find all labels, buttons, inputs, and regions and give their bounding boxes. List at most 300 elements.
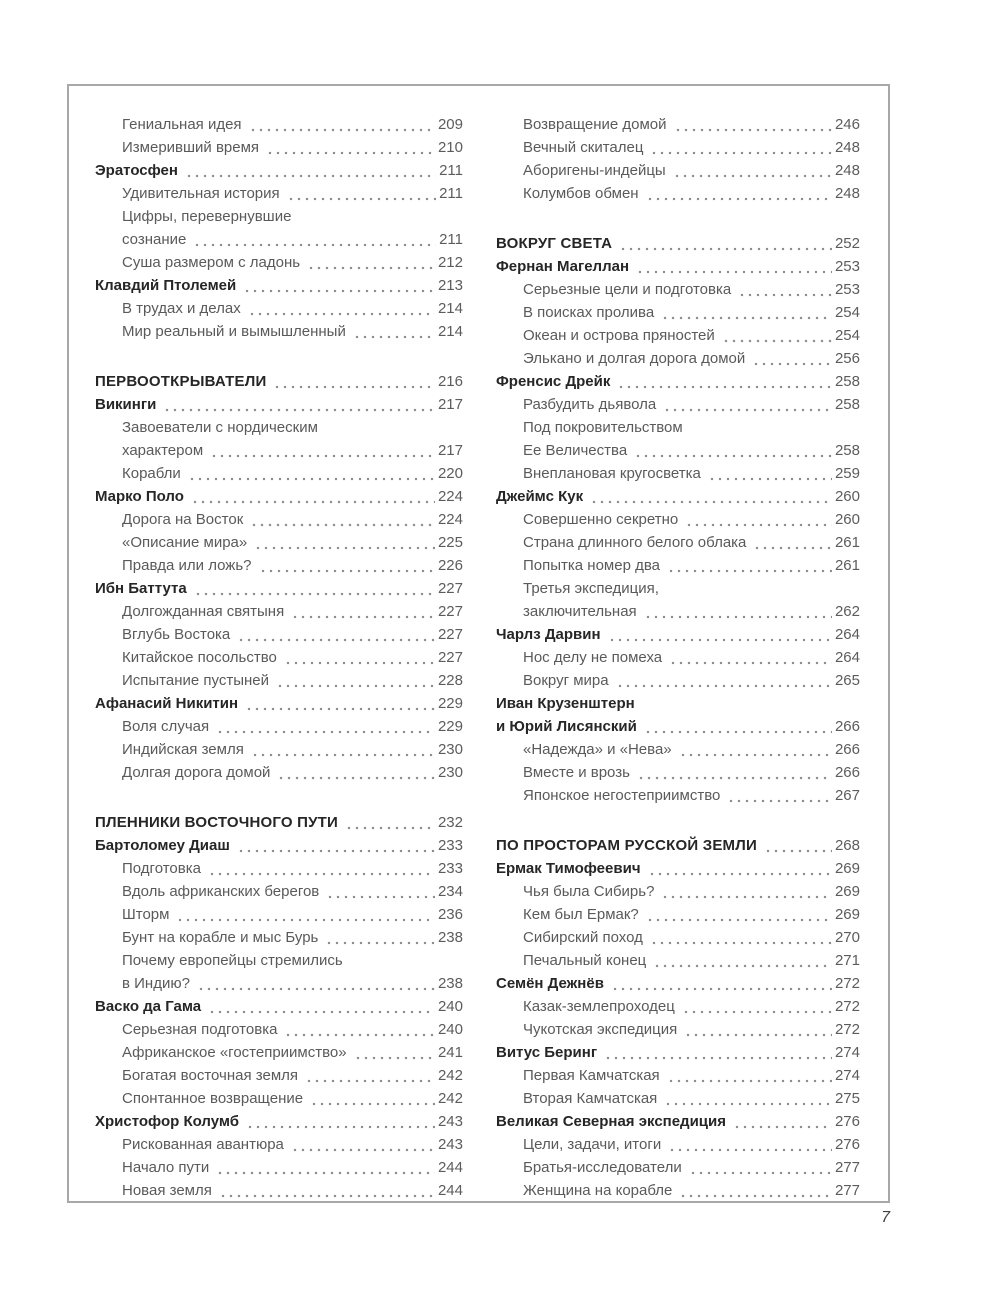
toc-entry-label: Чья была Сибирь? xyxy=(523,883,655,900)
dot-leader xyxy=(174,903,435,926)
toc-entry-label: Страна длинного белого облака xyxy=(523,534,747,551)
toc-entry-label: Почему европейцы стремились xyxy=(122,952,343,969)
dot-leader xyxy=(677,1179,832,1202)
dot-leader xyxy=(214,1156,435,1179)
dot-leader xyxy=(720,324,832,347)
dot-leader xyxy=(214,715,435,738)
dot-leader xyxy=(751,531,832,554)
toc-entry xyxy=(496,113,860,136)
toc-entry-page: 267 xyxy=(834,787,860,804)
toc-entry-page: 226 xyxy=(437,557,463,574)
dot-leader xyxy=(725,784,832,807)
toc-entry xyxy=(496,972,860,995)
toc-entry xyxy=(496,623,860,646)
toc-entry xyxy=(95,1087,463,1110)
toc-entry xyxy=(95,715,463,738)
toc-entry xyxy=(95,903,463,926)
toc-entry-page: 269 xyxy=(834,906,860,923)
toc-entry-page: 220 xyxy=(437,465,463,482)
dot-leader xyxy=(323,926,435,949)
toc-entry xyxy=(95,370,463,393)
toc-entry-page: 214 xyxy=(437,300,463,317)
toc-entry xyxy=(496,1018,860,1041)
toc-entry xyxy=(95,320,463,343)
toc-entry xyxy=(496,554,860,577)
toc-entry-label: Вторая Камчатская xyxy=(523,1090,658,1107)
toc-entry-page: 242 xyxy=(437,1067,463,1084)
toc-entry-label: Ее Величества xyxy=(523,442,628,459)
toc-entry-page: 244 xyxy=(437,1182,463,1199)
dot-leader xyxy=(343,811,435,834)
dot-leader xyxy=(665,554,832,577)
dot-leader xyxy=(662,1087,832,1110)
toc-entry-label: Первая Камчатская xyxy=(523,1067,660,1084)
toc-entry-page: 276 xyxy=(834,1113,860,1130)
dot-leader xyxy=(632,439,832,462)
toc-entry-page: 272 xyxy=(834,975,860,992)
toc-entry-page: 217 xyxy=(437,442,463,459)
dot-leader xyxy=(706,462,832,485)
toc-entry-page: 243 xyxy=(437,1136,463,1153)
toc-entry-page: 262 xyxy=(834,603,860,620)
toc-entry-page: 277 xyxy=(834,1159,860,1176)
dot-leader xyxy=(305,251,435,274)
toc-entry xyxy=(496,301,860,324)
toc-entry-page: 256 xyxy=(834,350,860,367)
toc-entry-label: Долгожданная святыня xyxy=(122,603,285,620)
toc-entry xyxy=(496,255,860,278)
dot-leader xyxy=(264,136,435,159)
dot-leader xyxy=(289,1133,435,1156)
dot-leader xyxy=(351,320,435,343)
toc-entry xyxy=(95,1179,463,1202)
toc-entry-label: Серьезные цели и подготовка xyxy=(523,281,732,298)
dot-leader xyxy=(275,761,435,784)
toc-entry xyxy=(496,1133,860,1156)
toc-entry-label: Эратосфен xyxy=(95,162,178,179)
toc-entry-page: 270 xyxy=(834,929,860,946)
toc-entry xyxy=(95,485,463,508)
toc-entry xyxy=(95,136,463,159)
toc-entry xyxy=(95,393,463,416)
toc-entry-label: Шторм xyxy=(122,906,170,923)
toc-entry-label: Клавдий Птолемей xyxy=(95,277,237,294)
toc-entry-page: 272 xyxy=(834,1021,860,1038)
toc-entry xyxy=(496,600,860,623)
dot-leader xyxy=(661,393,832,416)
dot-leader xyxy=(191,228,436,251)
toc-entry xyxy=(496,439,860,462)
dot-leader xyxy=(186,462,435,485)
toc-entry-label: Печальный конец xyxy=(523,952,647,969)
toc-entry-label: Чукотская экспедиция xyxy=(523,1021,678,1038)
toc-entry-page: 254 xyxy=(834,304,860,321)
toc-entry-label: ВОКРУГ СВЕТА xyxy=(496,235,613,252)
toc-entry-label: Гениальная идея xyxy=(122,116,242,133)
dot-leader xyxy=(602,1041,832,1064)
toc-entry xyxy=(95,1156,463,1179)
toc-entry-label: Воля случая xyxy=(122,718,210,735)
toc-entry-page: 260 xyxy=(834,488,860,505)
toc-entry-label: Возвращение домой xyxy=(523,116,667,133)
toc-entry xyxy=(496,903,860,926)
toc-entry-label: Чарлз Дарвин xyxy=(496,626,601,643)
toc-entry-page: 266 xyxy=(834,718,860,735)
dot-leader xyxy=(324,880,435,903)
dot-leader xyxy=(247,113,435,136)
toc-entry-label: Вглубь Востока xyxy=(122,626,231,643)
toc-entry xyxy=(496,531,860,554)
toc-entry-label: «Надежда» и «Нева» xyxy=(523,741,672,758)
toc-entry-label: в Индию? xyxy=(122,975,190,992)
toc-entry-label: «Описание мира» xyxy=(122,534,248,551)
toc-entry xyxy=(496,462,860,485)
toc-entry-label: Правда или ложь? xyxy=(122,557,252,574)
toc-entry-page: 269 xyxy=(834,860,860,877)
toc-entry-page: 274 xyxy=(834,1067,860,1084)
toc-entry-label: Бартоломеу Диаш xyxy=(95,837,230,854)
dot-leader xyxy=(285,182,436,205)
toc-entry-label: сознание xyxy=(122,231,187,248)
dot-leader xyxy=(614,669,832,692)
toc-entry-page: 252 xyxy=(834,235,860,252)
toc-entry-page: 258 xyxy=(834,396,860,413)
dot-leader xyxy=(246,297,435,320)
dot-leader xyxy=(644,182,832,205)
dot-leader xyxy=(244,1110,435,1133)
toc-entry-page: 264 xyxy=(834,626,860,643)
toc-entry xyxy=(95,416,463,439)
toc-column-right xyxy=(496,113,860,1202)
toc-entry-label: характером xyxy=(122,442,204,459)
dot-leader xyxy=(672,113,832,136)
toc-entry-page: 276 xyxy=(834,1136,860,1153)
toc-entry-label: ПЛЕННИКИ ВОСТОЧНОГО ПУТИ xyxy=(95,814,338,831)
toc-entry-label: Долгая дорога домой xyxy=(122,764,271,781)
toc-entry-page: 266 xyxy=(834,741,860,758)
dot-leader xyxy=(687,1156,832,1179)
toc-entry xyxy=(496,577,860,600)
toc-entry xyxy=(95,182,463,205)
toc-entry-label: Великая Северная экспедиция xyxy=(496,1113,726,1130)
toc-entry xyxy=(95,554,463,577)
toc-entry-page: 209 xyxy=(437,116,463,133)
dot-leader xyxy=(183,159,436,182)
toc-entry xyxy=(496,995,860,1018)
toc-entry-label: Спонтанное возвращение xyxy=(122,1090,304,1107)
toc-entry-page: 246 xyxy=(834,116,860,133)
toc-entry-label: Бунт на корабле и мыс Бурь xyxy=(122,929,319,946)
toc-entry xyxy=(496,669,860,692)
toc-entry xyxy=(496,761,860,784)
toc-entry-page: 274 xyxy=(834,1044,860,1061)
toc-entry xyxy=(95,228,463,251)
toc-entry-label: Попытка номер два xyxy=(523,557,660,574)
toc-entry xyxy=(496,136,860,159)
toc-entry xyxy=(496,485,860,508)
dot-leader xyxy=(217,1179,435,1202)
toc-entry-page: 228 xyxy=(437,672,463,689)
dot-leader xyxy=(750,347,832,370)
toc-entry-page: 211 xyxy=(439,185,463,202)
toc-entry xyxy=(95,439,463,462)
dot-leader xyxy=(274,669,435,692)
toc-entry-label: Джеймс Кук xyxy=(496,488,584,505)
toc-entry-label: Витус Беринг xyxy=(496,1044,598,1061)
toc-entry-label: Ермак Тимофеевич xyxy=(496,860,641,877)
toc-entry-label: Удивительная история xyxy=(122,185,280,202)
dot-leader xyxy=(588,485,832,508)
toc-entry-label: Семён Дежнёв xyxy=(496,975,604,992)
toc-entry xyxy=(95,508,463,531)
toc-entry-label: Японское негостеприимство xyxy=(523,787,721,804)
dot-leader xyxy=(282,646,435,669)
dot-leader xyxy=(648,926,832,949)
dot-leader xyxy=(235,834,435,857)
toc-entry-label: Китайское посольство xyxy=(122,649,277,666)
toc-entry xyxy=(496,232,860,255)
dot-leader xyxy=(617,232,832,255)
toc-entry-page: 244 xyxy=(437,1159,463,1176)
toc-entry xyxy=(95,297,463,320)
toc-entry-label: Начало пути xyxy=(122,1159,210,1176)
toc-entry xyxy=(496,1156,860,1179)
dot-leader xyxy=(241,274,435,297)
dot-leader xyxy=(609,972,832,995)
toc-entry-label: Аборигены-индейцы xyxy=(523,162,666,179)
toc-entry-page: 264 xyxy=(834,649,860,666)
toc-entry-page: 236 xyxy=(437,906,463,923)
toc-entry-page: 248 xyxy=(834,185,860,202)
toc-entry xyxy=(496,692,860,715)
dot-leader xyxy=(648,136,832,159)
toc-entry-page: 234 xyxy=(437,883,463,900)
dot-leader xyxy=(308,1087,435,1110)
toc-entry-page: 211 xyxy=(439,231,463,248)
toc-entry xyxy=(496,1179,860,1202)
dot-leader xyxy=(615,370,832,393)
toc-entry-label: и Юрий Лисянский xyxy=(496,718,637,735)
toc-entry-label: Френсис Дрейк xyxy=(496,373,611,390)
toc-entry xyxy=(496,1064,860,1087)
dot-leader xyxy=(682,1018,832,1041)
toc-entry-page: 227 xyxy=(437,580,463,597)
toc-entry-label: Под покровительством xyxy=(523,419,683,436)
toc-entry xyxy=(496,347,860,370)
toc-entry-label: Вечный скиталец xyxy=(523,139,644,156)
toc-entry-page: 233 xyxy=(437,837,463,854)
toc-entry xyxy=(95,1064,463,1087)
dot-leader xyxy=(731,1110,832,1133)
toc-entry-label: Афанасий Никитин xyxy=(95,695,239,712)
toc-entry-page: 238 xyxy=(437,975,463,992)
toc-entry-page: 253 xyxy=(834,258,860,275)
dot-leader xyxy=(659,880,832,903)
toc-entry-page: 268 xyxy=(834,837,860,854)
dot-leader xyxy=(208,439,435,462)
dot-leader xyxy=(671,159,832,182)
toc-entry xyxy=(95,1041,463,1064)
dot-leader xyxy=(677,738,832,761)
dot-leader xyxy=(644,903,832,926)
toc-entry-label: Вокруг мира xyxy=(523,672,609,689)
toc-entry-page: 224 xyxy=(437,511,463,528)
toc-entry-page: 271 xyxy=(834,952,860,969)
toc-entry-page: 210 xyxy=(437,139,463,156)
toc-entry-page: 258 xyxy=(834,442,860,459)
dot-leader xyxy=(271,370,435,393)
dot-leader xyxy=(634,255,832,278)
toc-entry xyxy=(496,393,860,416)
toc-entry-page: 253 xyxy=(834,281,860,298)
toc-entry xyxy=(95,926,463,949)
dot-leader xyxy=(282,1018,435,1041)
toc-entry-label: ПО ПРОСТОРАМ РУССКОЙ ЗЕМЛИ xyxy=(496,837,757,854)
toc-entry xyxy=(496,324,860,347)
toc-entry-label: В поисках пролива xyxy=(523,304,655,321)
toc-column-left xyxy=(95,113,463,1202)
toc-entry xyxy=(496,1041,860,1064)
toc-entry-page: 233 xyxy=(437,860,463,877)
toc-entry-page: 254 xyxy=(834,327,860,344)
toc-entry-label: Богатая восточная земля xyxy=(122,1067,299,1084)
toc-entry xyxy=(496,784,860,807)
dot-leader xyxy=(161,393,435,416)
dot-leader xyxy=(683,508,832,531)
toc-entry-label: Мир реальный и вымышленный xyxy=(122,323,346,340)
toc-entry-page: 266 xyxy=(834,764,860,781)
toc-entry-label: Испытание пустыней xyxy=(122,672,270,689)
toc-entry xyxy=(95,880,463,903)
toc-entry xyxy=(95,761,463,784)
toc-entry-page: 213 xyxy=(437,277,463,294)
toc-entry-label: Фернан Магеллан xyxy=(496,258,630,275)
toc-entry-label: Марко Поло xyxy=(95,488,184,505)
toc-entry xyxy=(496,646,860,669)
toc-entry-page: 214 xyxy=(437,323,463,340)
dot-leader xyxy=(192,577,435,600)
dot-leader xyxy=(248,508,435,531)
toc-entry xyxy=(95,972,463,995)
toc-entry xyxy=(496,1110,860,1133)
dot-leader xyxy=(303,1064,435,1087)
toc-entry-label: Подготовка xyxy=(122,860,201,877)
toc-entry-label: Суша размером с ладонь xyxy=(122,254,301,271)
toc-entry xyxy=(95,1110,463,1133)
toc-entry xyxy=(95,692,463,715)
toc-entry xyxy=(95,577,463,600)
toc-entry-label: Кем был Ермак? xyxy=(523,906,639,923)
toc-entry-label: заключительная xyxy=(523,603,637,620)
toc-entry-page: 269 xyxy=(834,883,860,900)
toc-entry-label: Африканское «гостеприимство» xyxy=(122,1044,347,1061)
toc-entry xyxy=(496,278,860,301)
dot-leader xyxy=(206,857,435,880)
dot-leader xyxy=(667,646,832,669)
dot-leader xyxy=(635,761,832,784)
dot-leader xyxy=(642,715,832,738)
toc-entry-page: 275 xyxy=(834,1090,860,1107)
toc-entry-label: Совершенно секретно xyxy=(523,511,679,528)
toc-entry xyxy=(496,416,860,439)
toc-entry-page: 212 xyxy=(437,254,463,271)
toc-entry xyxy=(95,646,463,669)
dot-leader xyxy=(249,738,435,761)
toc-entry xyxy=(95,949,463,972)
toc-entry-label: Братья-исследователи xyxy=(523,1159,682,1176)
toc-entry-page: 248 xyxy=(834,139,860,156)
dot-leader xyxy=(651,949,832,972)
toc-entry-label: Нос делу не помеха xyxy=(523,649,663,666)
toc-entry-label: Третья экспедиция, xyxy=(523,580,659,597)
toc-entry-page: 227 xyxy=(437,603,463,620)
toc-entry xyxy=(496,159,860,182)
toc-entry-page: 240 xyxy=(437,998,463,1015)
toc-entry xyxy=(95,159,463,182)
dot-leader xyxy=(666,1133,832,1156)
dot-leader xyxy=(680,995,832,1018)
toc-entry-label: Женщина на корабле xyxy=(523,1182,673,1199)
toc-entry-label: Завоеватели с нордическим xyxy=(122,419,318,436)
toc-entry-page: 216 xyxy=(437,373,463,390)
toc-entry xyxy=(95,531,463,554)
toc-entry-page: 225 xyxy=(437,534,463,551)
dot-leader xyxy=(352,1041,435,1064)
toc-entry xyxy=(95,811,463,834)
toc-entry-label: Разбудить дьявола xyxy=(523,396,657,413)
toc-entry-label: Казак-землепроходец xyxy=(523,998,675,1015)
toc-entry xyxy=(95,274,463,297)
toc-entry-label: Индийская земля xyxy=(122,741,244,758)
toc-entry xyxy=(496,370,860,393)
toc-entry-label: Дорога на Восток xyxy=(122,511,244,528)
dot-leader xyxy=(762,834,832,857)
dot-leader xyxy=(736,278,832,301)
toc-entry-label: Измеривший время xyxy=(122,139,260,156)
dot-leader xyxy=(243,692,435,715)
dot-leader xyxy=(642,600,832,623)
toc-entry-label: Серьезная подготовка xyxy=(122,1021,278,1038)
toc-entry-label: Васко да Гама xyxy=(95,998,202,1015)
toc-entry-page: 224 xyxy=(437,488,463,505)
toc-entry xyxy=(496,834,860,857)
toc-entry xyxy=(95,251,463,274)
toc-entry xyxy=(95,1018,463,1041)
toc-entry xyxy=(496,182,860,205)
toc-entry-page: 238 xyxy=(437,929,463,946)
toc-entry xyxy=(95,113,463,136)
toc-entry xyxy=(496,857,860,880)
toc-entry-page: 261 xyxy=(834,557,860,574)
toc-entry-page: 277 xyxy=(834,1182,860,1199)
dot-leader xyxy=(235,623,435,646)
toc-entry-label: Вдоль африканских берегов xyxy=(122,883,320,900)
toc-entry-label: Внеплановая кругосветка xyxy=(523,465,701,482)
toc-entry-label: Цифры, перевернувшие xyxy=(122,208,292,225)
toc-entry-page: 260 xyxy=(834,511,860,528)
toc-entry-page: 229 xyxy=(437,718,463,735)
dot-leader xyxy=(189,485,435,508)
dot-leader xyxy=(646,857,832,880)
toc-entry-page: 230 xyxy=(437,764,463,781)
toc-entry-page: 242 xyxy=(437,1090,463,1107)
toc-entry-label: Вместе и врозь xyxy=(523,764,630,781)
toc-entry-page: 230 xyxy=(437,741,463,758)
toc-entry-label: Цели, задачи, итоги xyxy=(523,1136,662,1153)
dot-leader xyxy=(257,554,435,577)
dot-leader xyxy=(195,972,435,995)
toc-entry xyxy=(95,995,463,1018)
